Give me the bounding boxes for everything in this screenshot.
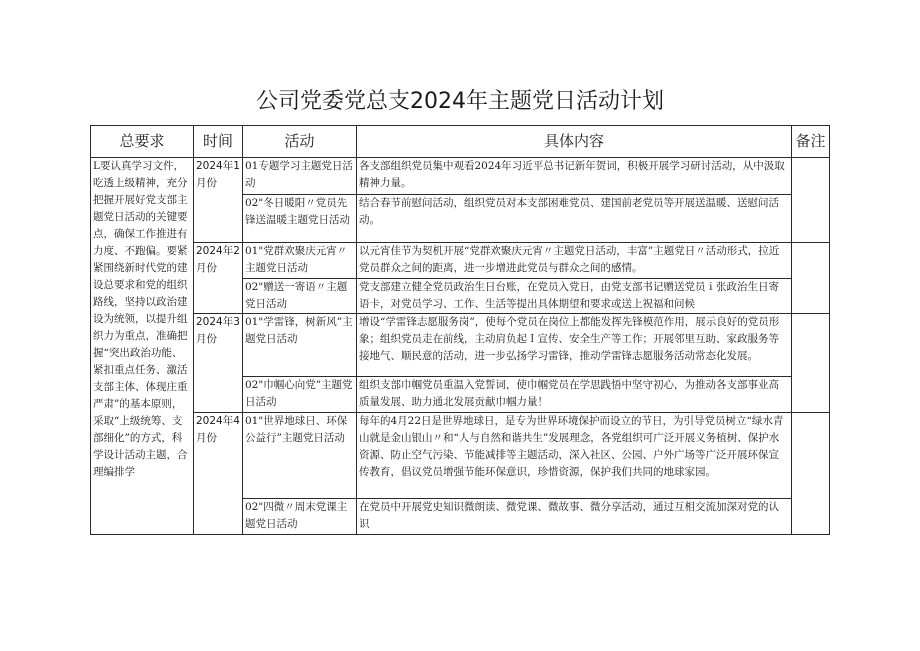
activity-cell: 02"冬日暖阳〃党员先锋送温暖主题党日活动 <box>243 195 357 243</box>
activity-plan-table <box>90 125 830 535</box>
month-time-cell: 2024年2月份 <box>194 243 243 314</box>
header-time: 时间 <box>194 126 243 158</box>
activity-cell: 01"世界地球日、环保公益行”主题党日活动 <box>243 413 357 499</box>
content-cell: 党支部建立健全党员政治生日台账，在党员入党日，由党支部书记赠送党员ｉ张政治生日寄语卡，对党员学习、工作、生活等提出具体期望和要求或送上祝福和问候 <box>357 279 792 314</box>
note-cell <box>792 243 830 314</box>
note-cell <box>792 413 830 535</box>
activity-cell: 02"四微〃周末党课主题党日活动 <box>243 499 357 535</box>
content-cell: 结合春节前慰问活动，组织党员对本支部困难党员、建国前老党员等开展送温暖、送慰问活动。 <box>357 195 792 243</box>
table-row <box>91 243 830 279</box>
content-cell: 以元宵佳节为契机开展“党群欢聚庆元宵〃主题党日活动，丰富”主题党日〃活动形式，拉近党员群众之间的距离，进一步增进此党员与群众之间的感情。 <box>357 243 792 279</box>
activity-cell: 01"学雷锋，树新风”主题党日活动 <box>243 314 357 377</box>
requirement-cell: L要认真学习文件，吃透上级精神，充分把握开展好党支部主题党日活动的关键要点，确保工作推进有力度、不跑偏。要紧紧围绕新时代党的建设总要求和党的组织路线，坚持以政治建设为统领，以提升组织力为重点，准确把握“突出政治功能、紧扣重点任务、激活支部主体、体现庄重严肃”的基本原则，采取“上级统筹、支部细化”的方式，科学设计活动主题，合理编排学 <box>91 158 194 535</box>
content-cell: 各支部组织党员集中观看2024年习近平总书记新年贺词，积极开展学习研讨活动，从中汲取精神力量。 <box>357 158 792 195</box>
note-cell <box>792 314 830 413</box>
content-cell: 组织支部巾帼党员重温入党誓词，使巾帼党员在学思践悟中坚守初心，为推动各支部事业高质量发展、助力通北发展贡献巾帼力量！ <box>357 377 792 413</box>
content-cell: 在党员中开展党史知识微朗读、微党课、微故事、微分享活动，通过互相交流加深对党的认识 <box>357 499 792 535</box>
table-header-row <box>91 126 830 158</box>
note-cell <box>792 158 830 243</box>
content-cell: 每年的4月22日是世界地球日，是专为世界环境保护而设立的节日，为引导党员树立“绿水青山就是金山银山〃和“人与自然和谐共生”发展理念，各党组织可广泛开展义务植树、保护水资源、防止空气污染、节能减排等主题活动，深入社区、公园、户外广场等广泛开展环保宣传教育，倡议党员增强节能环保意识，珍惜资源，保护我们共同的地球家园。 <box>357 413 792 499</box>
header-note: 备注 <box>792 126 830 158</box>
header-requirement: 总要求 <box>91 126 194 158</box>
header-content: 具体内容 <box>357 126 792 158</box>
month-time-cell: 2024年4月份 <box>194 413 243 535</box>
activity-cell: 01专题学习主题党日活动 <box>243 158 357 195</box>
activity-cell: 02"赠送一寄语〃主题党日活动 <box>243 279 357 314</box>
month-time-cell: 2024年3月份 <box>194 314 243 413</box>
content-cell: 增设“学雷锋志愿服务岗”，使每个党员在岗位上都能发挥先锋模范作用，展示良好的党员形象；组织党员走在前线，主动肩负起Ｉ宣传、安全生产等工作；开展邻里互助、家政服务等接地气、顺民意的活动，进一步弘扬学习雷锋，推动学雷锋志愿服务活动常态化发展。 <box>357 314 792 377</box>
table-row <box>91 314 830 377</box>
activity-cell: 02"巾帼心向党”主题党日活动 <box>243 377 357 413</box>
header-activity: 活动 <box>243 126 357 158</box>
table-row <box>91 158 830 195</box>
table-row <box>91 413 830 499</box>
activity-cell: 01"党群欢聚庆元宵〃主题党日活动 <box>243 243 357 279</box>
page-title: 公司党委党总支2024年主题党日活动计划 <box>256 89 664 114</box>
month-time-cell: 2024年1月份 <box>194 158 243 243</box>
